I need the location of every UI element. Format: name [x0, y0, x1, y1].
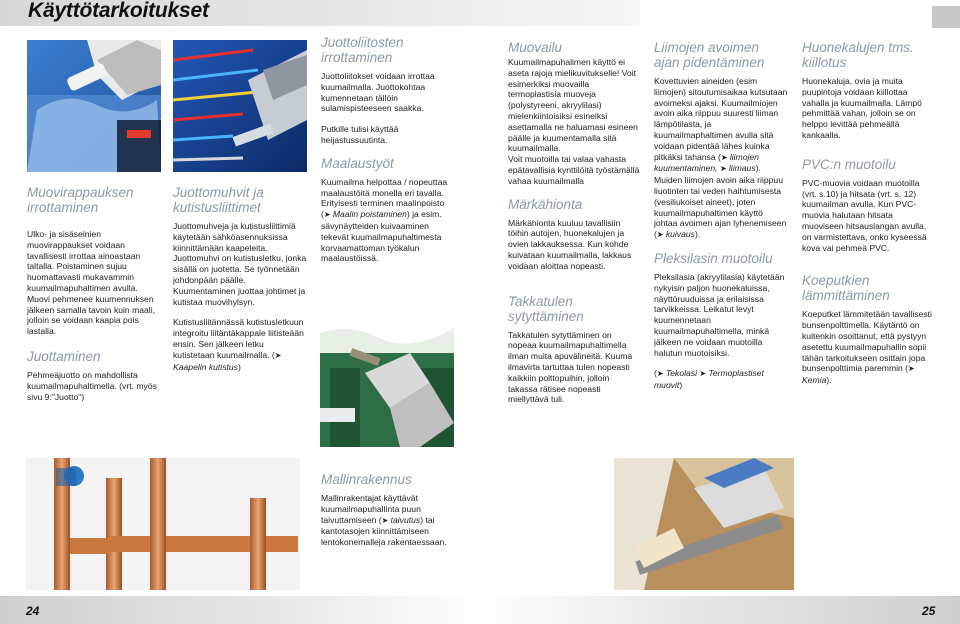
text-liimojen-a: Kovettuvien aineiden (esim liimojen) sitoutumisaikaa kutsutaan avoimeksi ajaksi. Kuumailmiojen avoin aika riippuu suuresti liiman lämpötilasta, ja kuumailmaphaltimen avulla sitä voidaan pidentää lähes kuinka pitkäksi tahansa (	[654, 76, 788, 162]
text-liimojen-b: ). Muiden liimojen avoin aika riippuu liuotinten tai veden haihtumisesta (vesiliukoiset aineet), joten kuumailmapuhaltimen käyttö johtaa avoimen ajan lyhenemiseen (	[654, 163, 787, 240]
heading-juottomuhvit: Juottomuhvit ja kutistusliittimet	[173, 185, 264, 215]
column-5	[654, 40, 788, 401]
arrow-icon: ➤	[323, 210, 333, 220]
arrow-icon: ➤	[274, 350, 282, 360]
column-6	[802, 40, 936, 396]
photo-model-building	[614, 458, 794, 590]
heading-maalaustyot: Maalaustyöt	[321, 155, 394, 171]
text-koeputkien-b: ).	[826, 375, 832, 386]
page-number-left: 24	[26, 604, 40, 618]
text-markahionta: Märkähionta kuuluu tavallisiin töihin autojen, huonekalujen ja ovien lakkauksessa. Kun kohde kuivataan kuumailmalla, lakkaus voidaan aloittaa nopeasti.	[508, 217, 632, 271]
arrow-icon: ➤	[699, 369, 709, 379]
section-mallinrakennus	[321, 472, 461, 558]
text-liimojen	[654, 76, 788, 241]
link-kuivaus[interactable]: kuivaus	[665, 229, 695, 240]
text-juottoliitosten-1: Juottoliitokset voidaan irrottaa kuumailmalla. Juottokohtaa kumennetaan tällöin sulamispisteeseen saakka.	[321, 71, 435, 114]
photo-paint-stripping	[320, 313, 454, 447]
text-muovirappauksen: Ulko- ja sisäseinien muovirappaukset voidaan tavallisesti irrottaa ainoastaan taltalla. Poistaminen sujuu huomattavasti mukavammin kuumailmapuhaltimen avulla. Muovi pehmenee kuumennuksen jälkeen samalla tavoin kuin maali, jolloin se voidaan kaapia pois lastalla.	[27, 229, 156, 337]
page-number-right: 25	[922, 604, 936, 618]
page-title: Käyttötarkoitukset	[28, 0, 209, 22]
text-juottomuhvit-2a: Kutistusliitännässä kutistusletkuun integroitu liitäntäkappale liitisteään ensin. Sen jälkeen letku kutistetaan kuumailmalla. (	[173, 317, 304, 360]
text-liimojen-c: ).	[694, 229, 701, 240]
column-3	[321, 35, 455, 274]
heading-muovirappauksen: Muovirappauksen irrottaminen	[27, 185, 134, 215]
text-maalaustyot-b: ) ja esim. sävynäytteiden kuivaaminen tekevät kuumailmapuhaltimesta korvaamattoman työkalun maalaustöissä.	[321, 209, 442, 264]
heading-markahionta: Märkähionta	[508, 196, 583, 212]
arrow-icon: ➤	[656, 369, 666, 379]
link-kaapelin-kutistus[interactable]: Kaapelin kutistus	[173, 361, 238, 372]
footer-bar	[0, 596, 960, 624]
column-1	[27, 185, 161, 412]
text-mallinrakennus-b: ) tai kantotasojen kiinnittämiseen lentokonemalleja rakentaessaan.	[321, 514, 447, 548]
text-takkatulen: Takkatulen sytyttäminen on nopeaa kuumailmapuhaltimella ilman muita apuvälineitä. Kuuma ilmavirta tartuttaa tulen nopeasti kaikkiin polttopuihin, jolloin takassa rätisee nopeasti miellyttävä tuli.	[508, 329, 633, 405]
header-corner-block	[932, 6, 960, 28]
text-koeputkien-a: Koeputket lämmitetään tavallisesti bunsenpolttimella. Käytäntö on kuitenkin osoittanut, että pystyyn asetettu kuumailmapuhallin sopii tähän tarkoitukseen osittain jopa bunsenpolttimia paremmin (	[802, 309, 932, 374]
heading-muovailu: Muovailu	[508, 40, 563, 55]
arrow-icon: ➤	[908, 364, 915, 374]
arrow-icon: ➤	[720, 152, 730, 162]
text-muovailu-1: Kuumailmapuhalimen käyttö ei aseta rajoja mielikuvitukselle! Voit esimerkiksi muovailla termoplastisia muoveja (polystyreeni, akryylilasi) mielenkiintoisiksi esineiksi asettamalla ne haluamasi esineen päälle ja kuumentamalla sitä kuumailmalla.	[508, 57, 638, 154]
heading-koeputkien: Koeputkien lämmittäminen	[802, 273, 890, 304]
text-pleksilasin: Pleksilasia (akryylilasia) käytetään nykyisin paljon huonekaluissa, näyttöruuduissa ja erilaisissa tarvikkeissa. Leikatut levyt kuumennetaan kuumailmapuhaltimella, minkä jälkeen ne voidaan muotoilla halutun muotoisiksi.	[654, 271, 785, 358]
column-2	[173, 185, 307, 382]
text-juottaminen: Pehmeäjuotto on mahdollista kuumailmapuhaltimella. (vrt. myös sivu 9:"Juotto")	[27, 369, 157, 402]
arrow-icon: ➤	[719, 164, 729, 174]
link-kemia[interactable]: Kemia	[802, 375, 827, 386]
text-juottomuhvit-2	[173, 317, 307, 372]
heading-juottaminen: Juottaminen	[27, 348, 101, 364]
text-mallinrakennus	[321, 493, 461, 548]
arrow-icon: ➤	[656, 230, 666, 240]
heading-liimojen: Liimojen avoimen ajan pidentäminen	[654, 40, 765, 70]
photo-heat-gun-wall	[27, 40, 161, 172]
link-taivutus[interactable]: taivutus	[390, 514, 421, 525]
text-huonekalujen: Huonekaluja, ovia ja muita puupintoja voidaan kiillottaa vahalla ja kuumailmalla. Lämpö pehmittää vahan, jolloin se on helppo levittää pehmeällä kankaalla.	[802, 76, 922, 140]
text-juottoliitosten-2: Putkille tulisi käyttää heijastussuutinta.	[321, 124, 399, 145]
arrow-icon: ➤	[381, 515, 391, 525]
heading-pleksilasin: Pleksilasin muotoilu	[654, 250, 773, 266]
link-tekolasi[interactable]: Tekolasi	[665, 368, 698, 379]
text-maalaustyot-a: Kuumailma helpottaa / nopeuttaa maalaustöitä monella eri tavalla. Erityisesti terminen maalinpoisto (	[321, 176, 448, 220]
text-juottomuhvit-1: Juottomuhveja ja kutistusliittimiä käytetään sähköasennuksissa kiinnittämään kaapeleita. Juottomuhvi on kutistusletku, jonka sisällä on juotetta. Se työnnetään johdonpään päälle. Kuumentaminen juottaa johtimet ja kutistaa muovihylsyn.	[173, 221, 307, 307]
heading-pvc: PVC:n muotoilu	[802, 156, 896, 172]
photo-solder-sleeves	[173, 40, 307, 172]
link-termoplastiset-muovit[interactable]: Termoplastiset muovit	[654, 368, 764, 391]
column-4	[508, 40, 640, 415]
links-pleksilasin: (➤ Tekolasi ➤ Termoplastiset muovit)	[654, 368, 764, 391]
heading-juottoliitosten: Juottoliitosten irrottaminen	[321, 35, 404, 65]
text-koeputkien	[802, 309, 936, 386]
link-maalin-poistaminen[interactable]: Maalin poistaminen	[332, 209, 407, 220]
heading-mallinrakennus: Mallinrakennus	[321, 472, 412, 487]
heading-takkatulen: Takkatulen sytyttäminen	[508, 293, 584, 324]
text-juottomuhvit-2b: )	[237, 361, 241, 372]
text-mallinrakennus-a: Mallinrakentajat käyttävät kuumailmapuhallinta puun taivuttamiseen (	[321, 493, 421, 525]
heading-huonekalujen: Huonekalujen tms. kiillotus	[802, 40, 914, 70]
link-liimaus[interactable]: liimaus	[728, 163, 756, 174]
link-liimojen-kuumentaminen[interactable]: liimojen kuumentaminen,	[654, 151, 759, 174]
text-muovailu-2: Voit muotoilla tai valaa vahasta epätavallisia kynttilöitä työstämällä vahaa kuumailmalla	[508, 154, 640, 186]
text-maalaustyot	[321, 177, 455, 264]
photo-copper-pipes	[26, 458, 300, 590]
text-pvc: PVC-muovia voidaan muotoilla (vrt. s.10) ja hitsata (vrt. s. 12) kuumailman avulla. Kun PVC-muovia halutaan hitsata muoviseen hitsauslangan avulla, on varmistettava, onko kyseessä kova vai pehmeä PVC.	[802, 177, 927, 253]
